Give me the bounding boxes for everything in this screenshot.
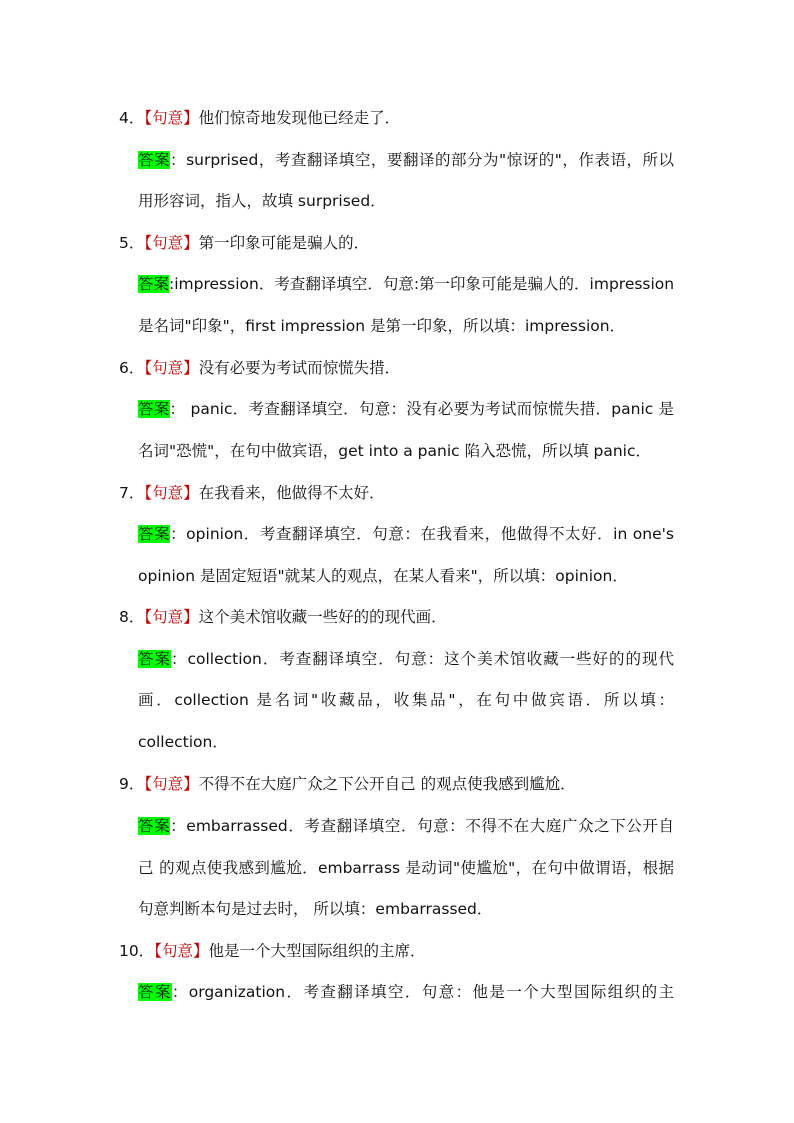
question-tag: 【句意】 — [144, 775, 199, 793]
question-tag: 【句意】 — [154, 942, 209, 960]
question-number: 10． — [119, 942, 155, 960]
answer-tag: 答案 — [138, 817, 171, 835]
question-sentence: 他是一个大型国际组织的主席． — [208, 942, 426, 960]
answer-line — [0, 814, 674, 838]
question-tag: 【句意】 — [144, 484, 199, 502]
question-sentence: 不得不在大庭广众之下公开自己 的观点使我感到尴尬． — [198, 775, 576, 793]
answer-text: 名词"恐慌"，在句中做宾语，get into a panic 陷入恐慌，所以填 panic． — [138, 442, 652, 460]
answer-text: 己 的观点使我感到尴尬．embarrass 是动词"使尴尬"，在句中做谓语，根据 — [138, 859, 674, 877]
answer-line — [0, 272, 674, 296]
question-line — [0, 231, 794, 255]
answer-text: ：embarrassed．考查翻译填空．句意：不得不在大庭广众之下公开自 — [170, 817, 674, 835]
answer-line — [0, 397, 674, 421]
question-sentence: 没有必要为考试而惊慌失措． — [198, 359, 401, 377]
answer-text: 是名词"印象"，first impression 是第一印象，所以填：impression． — [138, 317, 626, 335]
question-line — [0, 356, 794, 380]
question-tag: 【句意】 — [144, 608, 199, 626]
question-tag: 【句意】 — [144, 109, 199, 127]
answer-line — [0, 688, 674, 712]
answer-line — [0, 647, 674, 671]
answer-line — [0, 980, 674, 1004]
answer-text: :impression．考查翻译填空．句意:第一印象可能是骗人的．impression — [169, 275, 675, 293]
answer-tag: 答案 — [138, 275, 170, 293]
question-number: 7． — [119, 484, 145, 502]
answer-tag: 答案 — [138, 400, 170, 418]
answer-text: 句意判断本句是过去时， 所以填：embarrassed． — [138, 900, 493, 918]
answer-text: ：surprised，考查翻译填空，要翻译的部分为"惊讶的"，作表语，所以 — [170, 151, 674, 169]
question-line — [0, 772, 794, 796]
question-sentence: 他们惊奇地发现他已经走了． — [198, 109, 401, 127]
answer-tag: 答案 — [138, 983, 172, 1001]
question-line — [0, 481, 794, 505]
answer-line — [0, 564, 794, 588]
answer-line — [0, 439, 794, 463]
question-sentence: 第一印象可能是骗人的． — [198, 234, 370, 252]
question-number: 9． — [119, 775, 145, 793]
answer-text: ：collection．考查翻译填空．句意：这个美术馆收藏一些好的的现代 — [170, 650, 674, 668]
question-number: 6． — [119, 359, 145, 377]
question-sentence: 在我看来，他做得不太好． — [198, 484, 385, 502]
answer-text: 画．collection 是名词"收藏品，收集品"，在句中做宾语．所以填： — [138, 691, 674, 709]
answer-tag: 答案 — [138, 151, 171, 169]
answer-line — [0, 189, 794, 213]
question-number: 5． — [119, 234, 145, 252]
answer-line — [0, 897, 794, 921]
answer-line — [0, 856, 674, 880]
answer-text: opinion 是固定短语"就某人的观点，在某人看来"，所以填：opinion． — [138, 567, 628, 585]
answer-tag: 答案 — [138, 525, 171, 543]
answer-text: 用形容词，指人，故填 surprised． — [138, 192, 386, 210]
answer-text: collection． — [138, 733, 228, 751]
question-number: 8． — [119, 608, 145, 626]
question-number: 4． — [119, 109, 145, 127]
answer-text: ：opinion．考查翻译填空．句意：在我看来，他做得不太好．in one's — [170, 525, 674, 543]
answer-text: ：organization．考查翻译填空．句意：他是一个大型国际组织的主 — [171, 983, 674, 1001]
answer-text: ： panic．考查翻译填空．句意：没有必要为考试而惊慌失措．panic 是 — [169, 400, 674, 418]
question-line — [0, 605, 794, 629]
question-tag: 【句意】 — [144, 234, 199, 252]
answer-line — [0, 314, 794, 338]
question-line — [0, 939, 794, 963]
answer-tag: 答案 — [138, 650, 171, 668]
answer-line — [0, 730, 794, 754]
question-line — [0, 106, 794, 130]
question-sentence: 这个美术馆收藏一些好的的现代画． — [198, 608, 447, 626]
answer-line — [0, 148, 674, 172]
question-tag: 【句意】 — [144, 359, 199, 377]
answer-line — [0, 522, 674, 546]
